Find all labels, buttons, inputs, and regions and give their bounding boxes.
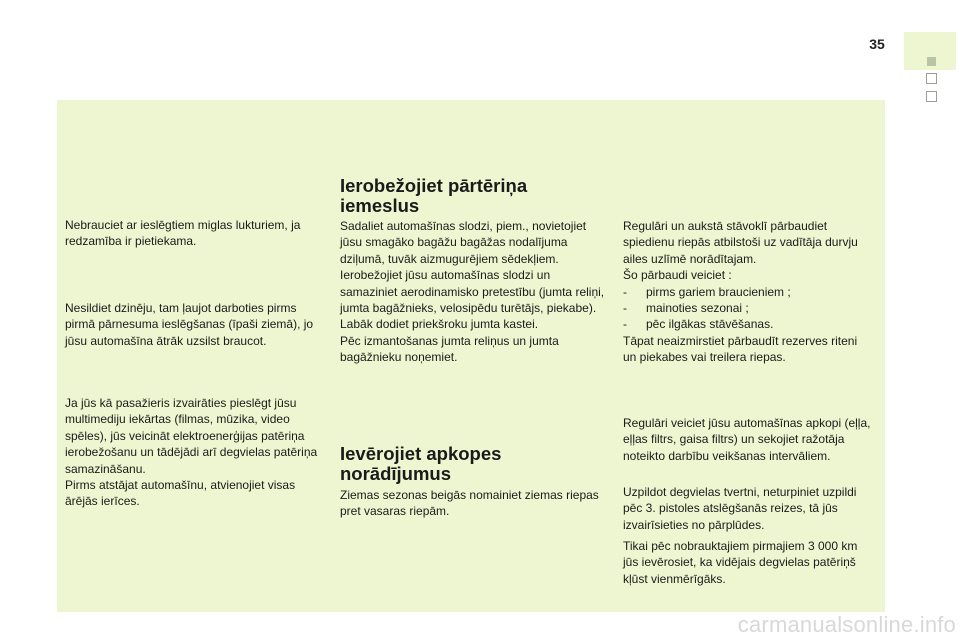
section-body — [340, 487, 606, 520]
list-dash: - — [623, 284, 627, 299]
paragraph: Tāpat neaizmirstiet pārbaudīt rezerves riteni un piekabes vai treilera riepas. — [623, 333, 858, 365]
chapter-marker — [926, 91, 937, 102]
paragraph: Nesildiet dzinēju, tam ļaujot darboties pirms pirmā pārnesuma ieslēgšanas (īpaši ziemā), jo jūsu automašīna ātrāk uzsilst braucot. — [65, 301, 314, 348]
paragraph: Pēc izmantošanas jumta reliņus un jumta bagāžnieku noņemiet. — [340, 333, 559, 365]
section-heading: Ierobežojiet pārtēriņa iemeslus — [340, 175, 528, 216]
list-item-text: pirms gariem braucieniem ; — [646, 284, 791, 299]
watermark: carmanualsonline.info — [737, 612, 956, 637]
multimedia-note — [65, 395, 327, 510]
paragraph: Sadaliet automašīnas slodzi, piem., novietojiet jūsu smagāko bagāžu bagāžas nodalījuma dziļumā, tuvāk aizmugurējiem sēdekļiem. — [340, 219, 587, 266]
list-dash: - — [623, 301, 627, 316]
paragraph: Tikai pēc nobrauktajiem pirmajiem 3 000 km jūs ievērosiet, ka vidējais degvielas patēriņš kļūst vienmērīgāks. — [623, 539, 858, 586]
tyre-pressure-block — [623, 218, 873, 366]
paragraph: Uzpildot degvielas tvertni, neturpiniet uzpildi pēc 3. pistoles atslēgšanās reizes, tā jūs izvairīsieties no pārplūdes. — [623, 485, 857, 532]
section-body — [340, 218, 606, 366]
paragraph: Ja jūs kā pasažieris izvairāties pieslēgt jūsu multimediju iekārtas (filmas, mūzika, video spēles), jūs veicināt elektroenerģijas patēriņa ierobežošanu un tādējādi arī degvielas patēriņa samazināšanu. — [65, 396, 318, 476]
paragraph: Šo pārbaudi veiciet : — [623, 268, 732, 283]
paragraph: Regulāri veiciet jūsu automašīnas apkopi (eļļa, eļļas filtrs, gaisa filtrs) un sekojiet ražotāja noteikto darbību veikšanas intervāliem. — [623, 416, 871, 463]
list-item — [623, 284, 873, 300]
paragraph: Ierobežojiet jūsu automašīnas slodzi un samaziniet aerodinamisko pretestību (jumta reliņi, jumta bagāžnieks, velosipēdu turētājs, piekabe). Labāk dodiet priekšroku jumta kastei. — [340, 268, 605, 332]
fog-lights-note — [65, 217, 327, 250]
section-heading: Ievērojiet apkopes norādījumus — [340, 443, 502, 484]
list-dash: - — [623, 317, 627, 332]
chapter-marker — [926, 73, 937, 84]
maintenance-note — [623, 415, 873, 464]
chapter-marker-current — [927, 57, 936, 66]
paragraph: Regulāri un aukstā stāvoklī pārbaudiet spiedienu riepās atbilstoši uz vadītāja durvju ailes uzlīmē norādītajam. — [623, 219, 858, 266]
refuel-note — [623, 484, 873, 533]
paragraph: Pirms atstājat automašīnu, atvienojiet visas ārējās ierīces. — [65, 478, 296, 509]
list-item-text: mainoties sezonai ; — [646, 301, 749, 316]
paragraph: Nebrauciet ar ieslēgtiem miglas lukturiem, ja redzamība ir pietiekama. — [65, 218, 301, 249]
paragraph: Ziemas sezonas beigās nomainiet ziemas riepas pret vasaras riepām. — [340, 488, 599, 519]
engine-warmup-note — [65, 300, 327, 349]
list-item — [623, 300, 873, 316]
page-number: 35 — [869, 36, 885, 52]
list-item — [623, 316, 873, 332]
running-in-note — [623, 538, 873, 587]
list-item-text: pēc ilgākas stāvēšanas. — [646, 317, 774, 332]
